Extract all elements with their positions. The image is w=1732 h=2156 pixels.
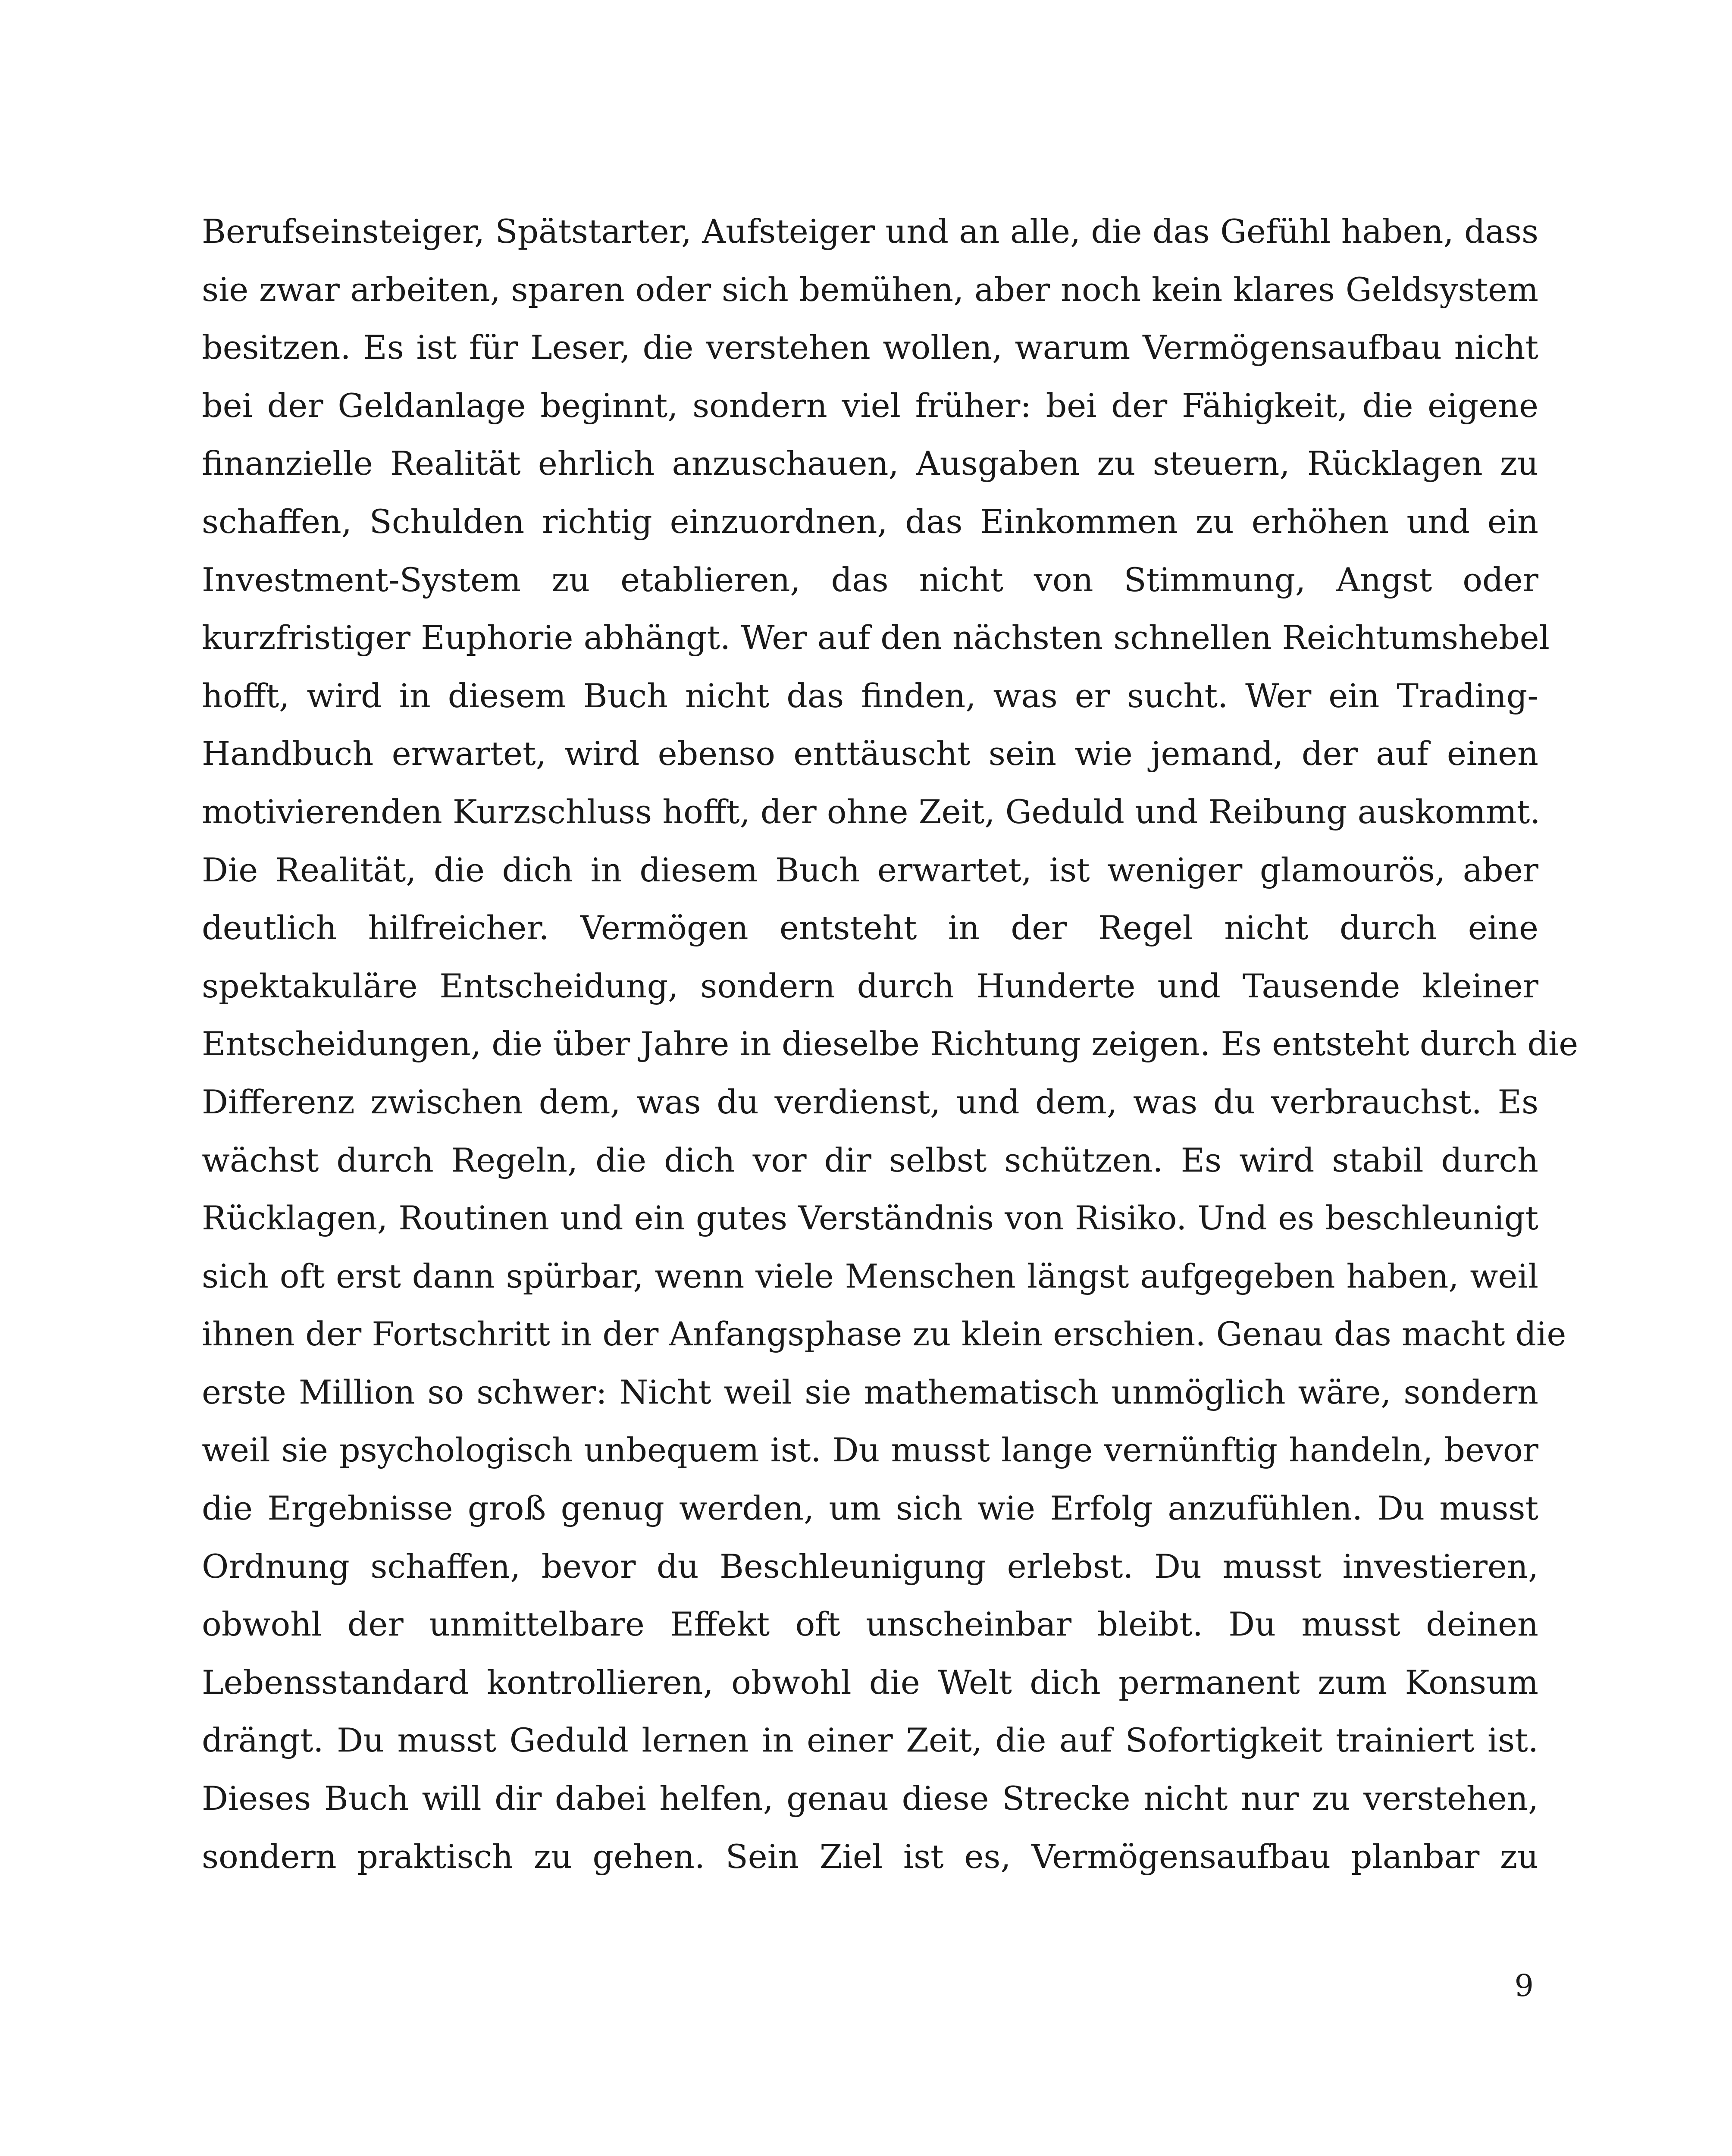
text-line: finanzielle Realität ehrlich anzuschauen, Ausgaben zu steuern, Rücklagen zu	[202, 444, 1538, 483]
text-line: sie zwar arbeiten, sparen oder sich bemühen, aber noch kein klares Geldsystem	[202, 270, 1538, 309]
text-line: wächst durch Regeln, die dich vor dir selbst schützen. Es wird stabil durch	[202, 1141, 1538, 1179]
text-line: motivierenden Kurzschluss hofft, der ohne Zeit, Geduld und Reibung auskommt.	[202, 792, 1541, 831]
text-line: weil sie psychologisch unbequem ist. Du musst lange vernünftig handeln, bevor	[202, 1431, 1538, 1470]
text-line: schaffen, Schulden richtig einzuordnen, das Einkommen zu erhöhen und ein	[202, 502, 1538, 541]
text-line: sich oft erst dann spürbar, wenn viele Menschen längst aufgegeben haben, weil	[202, 1257, 1538, 1295]
text-line: besitzen. Es ist für Leser, die verstehen wollen, warum Vermögensaufbau nicht	[202, 328, 1538, 367]
text-line: Entscheidungen, die über Jahre in dieselbe Richtung zeigen. Es entsteht durch die	[202, 1025, 1579, 1063]
text-line: obwohl der unmittelbare Effekt oft unscheinbar bleibt. Du musst deinen	[202, 1605, 1538, 1644]
text-line: bei der Geldanlage beginnt, sondern viel früher: bei der Fähigkeit, die eigene	[202, 386, 1538, 425]
text-line: Differenz zwischen dem, was du verdienst, und dem, was du verbrauchst. Es	[202, 1082, 1538, 1121]
text-line: die Ergebnisse groß genug werden, um sich wie Erfolg anzufühlen. Du musst	[202, 1489, 1538, 1528]
text-line: hofft, wird in diesem Buch nicht das finden, was er sucht. Wer ein Trading-	[202, 676, 1538, 715]
text-line: Investment-System zu etablieren, das nicht von Stimmung, Angst oder	[202, 560, 1538, 599]
page-number: 9	[1514, 1968, 1534, 2003]
text-line: Ordnung schaffen, bevor du Beschleunigung erlebst. Du musst investieren,	[202, 1547, 1538, 1586]
text-line: sondern praktisch zu gehen. Sein Ziel ist es, Vermögensaufbau planbar zu	[202, 1837, 1538, 1876]
text-line: kurzfristiger Euphorie abhängt. Wer auf den nächsten schnellen Reichtumshebel	[202, 618, 1550, 657]
body-text	[202, 203, 1579, 1886]
text-line: Lebensstandard kontrollieren, obwohl die Welt dich permanent zum Konsum	[202, 1663, 1538, 1702]
text-line: erste Million so schwer: Nicht weil sie mathematisch unmöglich wäre, sondern	[202, 1373, 1538, 1411]
text-line: spektakuläre Entscheidung, sondern durch Hunderte und Tausende kleiner	[202, 966, 1538, 1005]
text-line: Handbuch erwartet, wird ebenso enttäuscht sein wie jemand, der auf einen	[202, 734, 1538, 773]
text-line: ihnen der Fortschritt in der Anfangsphase zu klein erschien. Genau das macht die	[202, 1315, 1566, 1354]
text-line: Die Realität, die dich in diesem Buch erwartet, ist weniger glamourös, aber	[202, 850, 1538, 889]
text-line: Berufseinsteiger, Spätstarter, Aufsteiger und an alle, die das Gefühl haben, dass	[202, 212, 1538, 251]
text-line: Dieses Buch will dir dabei helfen, genau diese Strecke nicht nur zu verstehen,	[202, 1779, 1538, 1818]
text-line: drängt. Du musst Geduld lernen in einer Zeit, die auf Sofortigkeit trainiert ist.	[202, 1721, 1538, 1760]
text-line: Rücklagen, Routinen und ein gutes Verständnis von Risiko. Und es beschleunigt	[202, 1199, 1538, 1238]
text-line: deutlich hilfreicher. Vermögen entsteht in der Regel nicht durch eine	[202, 909, 1538, 947]
